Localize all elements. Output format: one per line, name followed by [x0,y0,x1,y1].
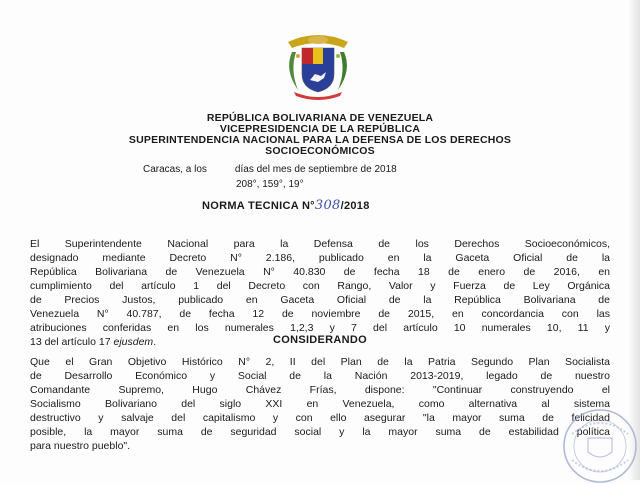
considerando-paragraph [30,355,610,453]
considerando-line: de Desarrollo Económico y Social de la Nación 2013-2019, legado de nuestro [30,370,610,382]
preamble-line: Venezuela N° 40.787, de fecha 12 de noviembre de 2015, en concordancia con las [30,308,610,320]
considerando-line: destructivo y salvaje del capitalismo y con ello asegurar "la mayor suma de felicidad [30,412,610,424]
considerando-line: Comandante Supremo, Hugo Chávez Frías, dispone: "Continuar construyendo el [30,384,610,396]
norma-year: /2018 [340,200,370,212]
page-edge-shadow [628,0,640,480]
official-seal-stamp-icon [532,404,640,484]
considerando-line: para nuestro pueblo". [30,440,131,452]
preamble-line: El Superintendente Nacional para la Defensa de los Derechos Socioeconómicos, [30,238,610,250]
norma-n: N° [301,200,315,212]
preamble-line: designado mediante Decreto N° 2.186, publicado en la Gaceta Oficial de la [30,252,610,264]
date-years: 208°, 159°, 19° [236,179,304,190]
considerando-line: Que el Gran Objetivo Histórico N° 2, II del Plan de la Patria Segundo Plan Socialista [30,356,610,368]
preamble-line: de Precios Justos, publicado en Gaceta Oficial de la República Bolivariana de [30,294,610,306]
norma-tecnica-title [202,198,370,213]
date-line [143,164,397,175]
date-suffix: días del mes de septiembre de 2018 [234,164,397,175]
preamble-ejusdem: ejusdem [113,336,154,348]
preamble-line: atribuciones conferidas en los numerales 1,2,3 y 7 del artículo 10 numerales 10, 11 y [30,322,610,334]
header-line-socioeconomic: SOCIOECONÓMICOS [265,145,375,157]
preamble-line: República Bolivariana de Venezuela N° 40.830 de fecha 18 de enero de 2016, en [30,266,610,278]
considerando-heading: CONSIDERANDO [272,334,368,346]
preamble-line: cumplimiento del artículo 1 del Decreto con Rango, Valor y Fuerza de Ley Orgánica [30,280,610,292]
venezuela-coat-of-arms-icon [274,34,362,102]
norma-label: NORMA TECNICA [202,200,299,212]
header-line-vicepresidency: VICEPRESIDENCIA DE LA REPÚBLICA [219,123,421,135]
preamble-last-text: 13 del artículo 17 [30,336,111,348]
date-prefix: Caracas, a los [143,164,207,175]
preamble-paragraph [30,237,610,349]
header-line-republic: REPÚBLICA BOLIVARIANA DE VENEZUELA [206,112,434,124]
considerando-line: posible, la mayor suma de seguridad social y la mayor suma de estabilidad política [30,426,610,438]
norma-number: 308 [314,198,341,213]
considerando-line: Socialismo Bolivariano del siglo XXI en Venezuela, como alternativa al sistema [30,398,610,410]
header-line-superintendency: SUPERINTENDENCIA NACIONAL PARA LA DEFENSA DE LOS DERECHOS [128,134,512,146]
preamble-last-line: 13 del artículo 17 ejusdem. [30,336,157,348]
